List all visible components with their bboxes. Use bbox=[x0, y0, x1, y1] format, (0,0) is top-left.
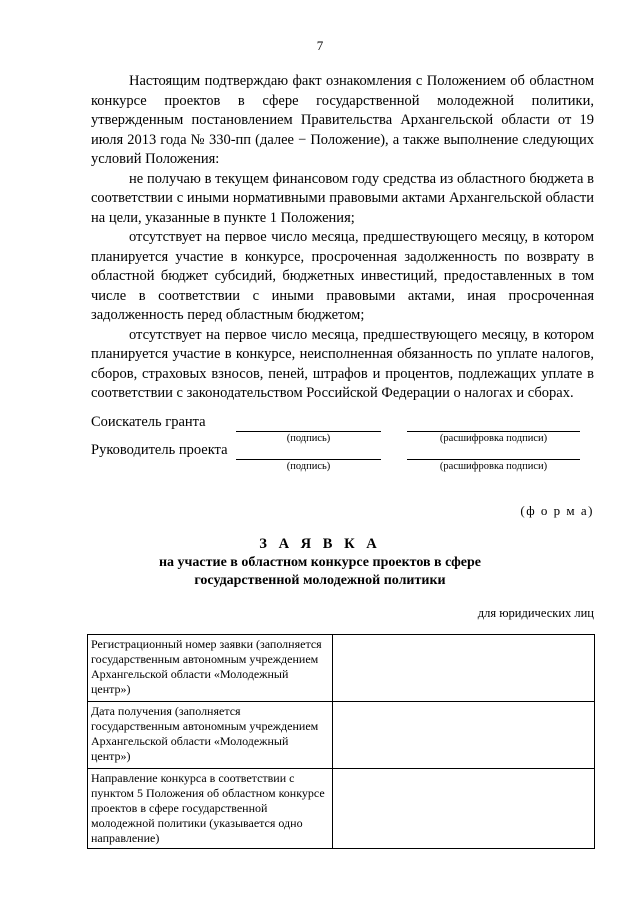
table-label-cell: Регистрационный номер заявки (заполняется государственным автономным учреждением Архангельской области «Молодежный центр») bbox=[88, 635, 333, 702]
application-title: З А Я В К А bbox=[259, 536, 381, 552]
table-label-cell: Дата получения (заполняется государственным автономным учреждением Архангельской области «Молодежный центр») bbox=[88, 702, 333, 769]
table-row bbox=[88, 635, 595, 702]
signature-caption: (подпись) bbox=[286, 433, 331, 444]
confirmation-text bbox=[91, 72, 594, 404]
table-value-cell[interactable] bbox=[333, 769, 595, 849]
decoding-caption: (расшифровка подписи) bbox=[439, 433, 548, 444]
application-subtitle bbox=[0, 554, 640, 590]
form-label: (ф о р м а) bbox=[520, 503, 594, 518]
table-value-cell[interactable] bbox=[333, 702, 595, 769]
subtitle-line-2: государственной молодежной политики bbox=[194, 573, 446, 588]
decoding-caption: (расшифровка подписи) bbox=[439, 461, 548, 472]
decoding-line[interactable] bbox=[407, 431, 580, 432]
paragraph-condition-2: отсутствует на первое число месяца, предшествующего месяцу, в котором планируется участие в конкурсе, просроченная задолженность по возврату в областной бюджет субсидий, бюджетных инвестиций, предоставленных в том числе в соответствии с иными правовыми актами, иная просроченная задолженность перед областным бюджетом; bbox=[91, 229, 594, 323]
table-value-cell[interactable] bbox=[333, 635, 595, 702]
signature-label: Руководитель проекта bbox=[91, 442, 228, 458]
decoding-line[interactable] bbox=[407, 459, 580, 460]
subtitle-line-1: на участие в областном конкурсе проектов в сфере bbox=[158, 555, 482, 570]
signature-line[interactable] bbox=[236, 431, 381, 432]
paragraph-condition-3: отсутствует на первое число месяца, предшествующего месяцу, в котором планируется участие в конкурсе, неисполненная обязанность по уплате налогов, сборов, страховых взносов, пеней, штрафов и процентов, подлежащих уплате в соответствии с законодательством Российской Федерации о налогах и сборах. bbox=[91, 326, 594, 401]
table-row bbox=[88, 769, 595, 849]
signature-caption: (подпись) bbox=[286, 461, 331, 472]
signature-line[interactable] bbox=[236, 459, 381, 460]
applicant-type-note: для юридических лиц bbox=[477, 606, 594, 620]
table-label-cell: Направление конкурса в соответствии с пунктом 5 Положения об областном конкурсе проектов в сфере государственной молодежной политики (указывается одно направление) bbox=[88, 769, 333, 849]
page-number: 7 bbox=[316, 38, 324, 53]
signature-label: Соискатель гранта bbox=[91, 414, 206, 430]
paragraph-condition-1: не получаю в текущем финансовом году средства из областного бюджета в соответствии с иными нормативными правовыми актами Архангельской области на цели, указанные в пункте 1 Положения; bbox=[91, 170, 594, 226]
paragraph-intro: Настоящим подтверждаю факт ознакомления с Положением об областном конкурсе проектов в сфере государственной молодежной политики, утвержденным постановлением Правительства Архангельской области от 19 июля 2013 года № 330-пп (далее − Положение), а также выполнение следующих условий Положения: bbox=[91, 73, 594, 167]
table-row bbox=[88, 702, 595, 769]
application-table bbox=[87, 634, 595, 849]
